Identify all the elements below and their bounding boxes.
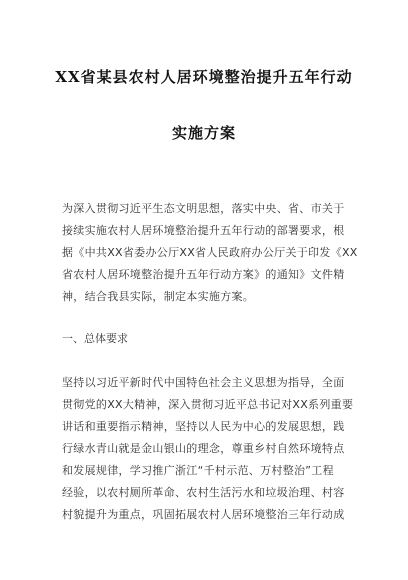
body-line: 和发展规律，学习推广浙江“千村示范、万村整治”工程: [62, 464, 334, 477]
intro-line: 接续实施农村人居环境整治提升五年行动的部署要求，根: [62, 224, 345, 237]
document-title-line-2: 实施方案: [171, 124, 236, 142]
intro-line: 省农村人居环境整治提升五年行动方案》的通知》文件精: [62, 268, 345, 281]
section-heading: 一、总体要求: [62, 332, 128, 345]
body-line: 经验，以农村厕所革命、农村生活污水和垃圾治理、村容: [62, 486, 345, 499]
body-line: 行绿水青山就是金山银山的理念，尊重乡村自然环境特点: [62, 442, 345, 455]
document-title-line-1: XX省某县农村人居环境整治提升五年行动: [55, 68, 353, 86]
body-line: 坚持以习近平新时代中国特色社会主义思想为指导，全面: [62, 376, 345, 389]
body-line: 村貌提升为重点，巩固拓展农村人居环境整治三年行动成: [62, 508, 345, 521]
body-line: 贯彻党的XX大精神，深入贯彻习近平总书记对XX系列重要: [62, 398, 354, 411]
intro-line: 神，结合我县实际，制定本实施方案。: [62, 290, 255, 303]
intro-line: 为深入贯彻习近平生态文明思想，落实中央、省、市关于: [62, 202, 345, 215]
body-line: 讲话和重要指示精神，坚持以人民为中心的发展思想，践: [62, 420, 345, 433]
intro-line: 据《中共XX省委办公厅XX省人民政府办公厅关于印发《XX: [62, 246, 358, 259]
